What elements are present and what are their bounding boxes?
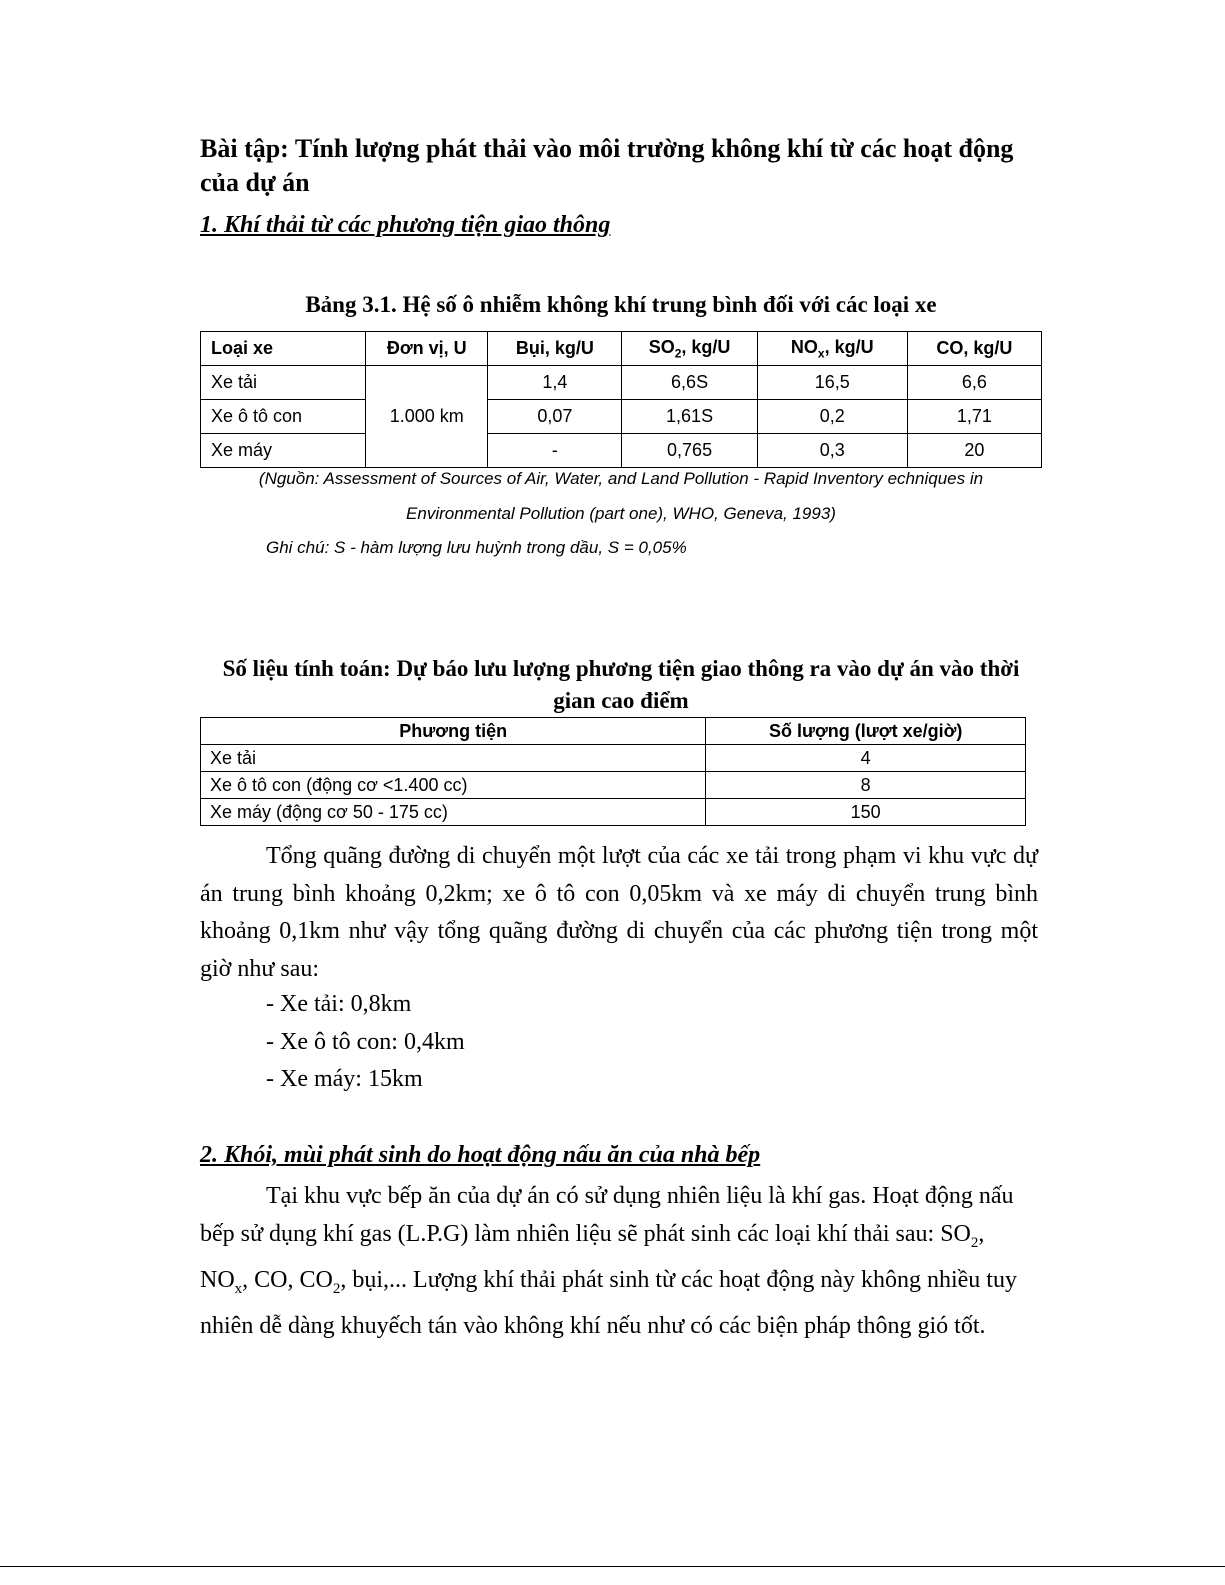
section-1-heading: 1. Khí thải từ các phương tiện giao thông [200, 212, 611, 238]
header-so2: $SO_2$, kg/U [622, 332, 757, 366]
vehicle-cell: Xe tải [201, 745, 706, 772]
list-item: - Xe máy: 15km [266, 1066, 423, 1092]
distance-paragraph [200, 838, 1038, 988]
header-vehicle: Phương tiện [201, 718, 706, 745]
co-cell: 6,6 [907, 366, 1041, 400]
co-cell: 1,71 [907, 400, 1041, 434]
table-row [201, 366, 1042, 400]
table-header-row [201, 718, 1026, 745]
distance-list [266, 986, 465, 1099]
so2-cell: 1,61S [622, 400, 757, 434]
table-row [201, 745, 1026, 772]
dust-cell: 0,07 [488, 400, 622, 434]
table-header-row [201, 332, 1042, 366]
table-2-caption: Số liệu tính toán: Dự báo lưu lượng phương tiện giao thông ra vào dự án vào thời gian cao điểm [222, 656, 1020, 713]
source-citation-line-2: Environmental Pollution (part one), WHO, Geneva, 1993) [406, 504, 836, 523]
section-2-heading: 2. Khói, mùi phát sinh do hoạt động nấu ăn của nhà bếp [200, 1142, 761, 1168]
traffic-volume-table [200, 717, 1026, 826]
vehicle-cell: Xe ô tô con [201, 400, 366, 434]
emission-factor-table [200, 331, 1042, 468]
page-title: Bài tập: Tính lượng phát thải vào môi trường không khí từ các hoạt động của dự án [200, 134, 1014, 197]
dust-cell: - [488, 434, 622, 468]
vehicle-cell: Xe máy (động cơ 50 - 175 cc) [201, 799, 706, 826]
header-co: CO, kg/U [907, 332, 1041, 366]
nox-cell: 0,2 [757, 400, 907, 434]
paragraph-text: Tại khu vực bếp ăn của dự án có sử dụng nhiên liệu là khí gas. Hoạt động nấu bếp sử dụng khí gas (L.P.G) làm nhiên liệu sẽ phát sinh các loại khí thải sau: $SO_2$, $NO_x$, CO, $CO_2$, bụi,... Lượng khí thải phát sinh từ các hoạt động này không nhiều tuy nhiên dễ dàng khuyếch tán vào không khí nếu như có các biện pháp thông gió tốt. [200, 1183, 1017, 1340]
nox-cell: 16,5 [757, 366, 907, 400]
kitchen-paragraph [200, 1178, 1038, 1346]
nox-cell: 0,3 [757, 434, 907, 468]
header-nox: $NO_x$, kg/U [757, 332, 907, 366]
header-dust: Bụi, kg/U [488, 332, 622, 366]
table-row [201, 772, 1026, 799]
table-row [201, 434, 1042, 468]
count-cell: 150 [706, 799, 1026, 826]
table-note: Ghi chú: S - hàm lượng lưu huỳnh trong dầu, S = 0,05% [266, 538, 687, 557]
vehicle-cell: Xe máy [201, 434, 366, 468]
header-vehicle-type: Loại xe [201, 332, 366, 366]
table-row [201, 799, 1026, 826]
table-1-caption: Bảng 3.1. Hệ số ô nhiễm không khí trung bình đối với các loại xe [305, 292, 937, 317]
dust-cell: 1,4 [488, 366, 622, 400]
source-citation-line-1: (Nguồn: Assessment of Sources of Air, Water, and Land Pollution - Rapid Inventory echniques in [258, 469, 984, 488]
count-cell: 8 [706, 772, 1026, 799]
co-cell: 20 [907, 434, 1041, 468]
so2-cell: 0,765 [622, 434, 757, 468]
header-count: Số lượng (lượt xe/giờ) [706, 718, 1026, 745]
list-item: - Xe tải: 0,8km [266, 991, 412, 1017]
header-unit: Đơn vị, U [366, 332, 488, 366]
paragraph-text: Tổng quãng đường di chuyển một lượt của các xe tải trong phạm vi khu vực dự án trung bình khoảng 0,2km; xe ô tô con 0,05km và xe máy di chuyển trung bình khoảng 0,1km như vậy tổng quãng đường di chuyển của các phương tiện trong một giờ như sau: [200, 843, 1038, 982]
table-row [201, 400, 1042, 434]
unit-cell: 1.000 km [366, 366, 488, 468]
so2-cell: 6,6S [622, 366, 757, 400]
vehicle-cell: Xe tải [201, 366, 366, 400]
vehicle-cell: Xe ô tô con (động cơ <1.400 cc) [201, 772, 706, 799]
count-cell: 4 [706, 745, 1026, 772]
list-item: - Xe ô tô con: 0,4km [266, 1028, 465, 1055]
page-bottom-rule [0, 1566, 1225, 1567]
